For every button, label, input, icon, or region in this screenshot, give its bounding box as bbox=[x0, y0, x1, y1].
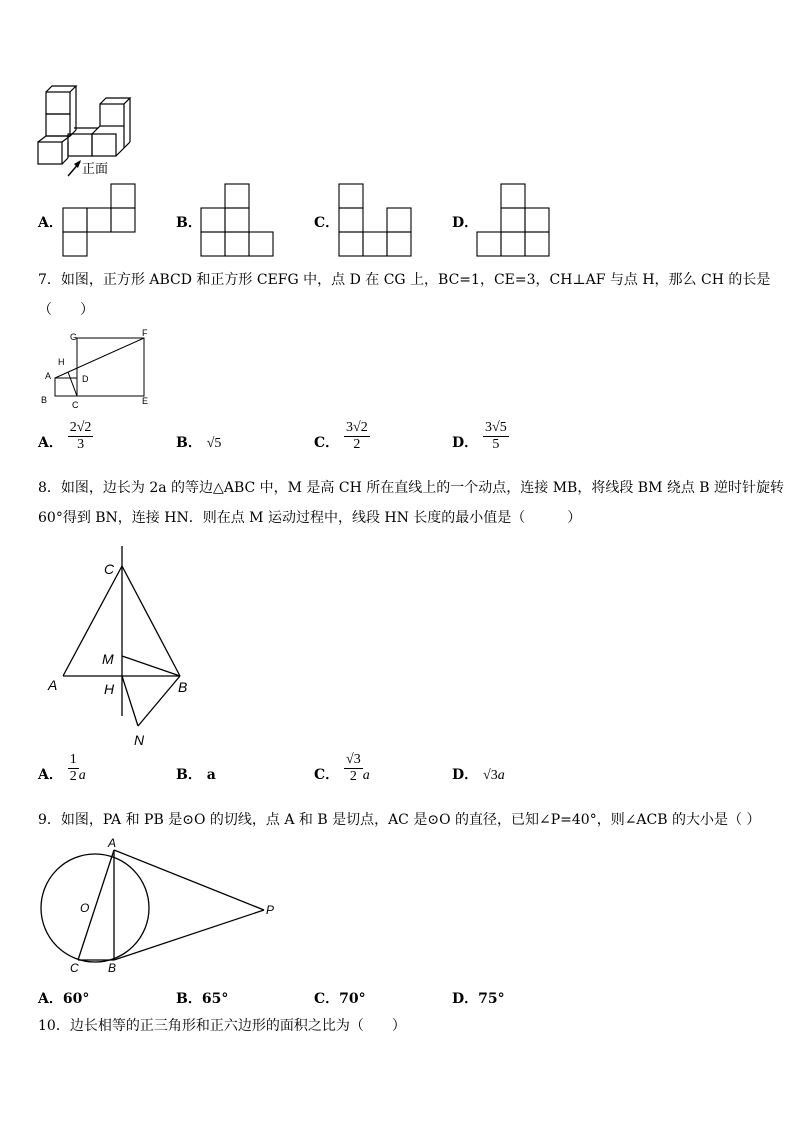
q8-label-b: B bbox=[178, 679, 188, 695]
q8-label-n: N bbox=[134, 732, 145, 748]
q8-option-c bbox=[314, 751, 370, 785]
q7-label-d: D bbox=[82, 374, 89, 384]
q8-option-c-suffix: a bbox=[362, 768, 370, 783]
q8-option-d-value: √3 bbox=[483, 768, 498, 783]
q8-option-c-den: 2 bbox=[349, 768, 357, 784]
q8-option-d-label: D． bbox=[452, 767, 479, 783]
q7-label-h: H bbox=[58, 357, 65, 367]
q7-label-e: E bbox=[142, 396, 149, 406]
q7-option-c bbox=[314, 419, 370, 453]
q7-label-b: B bbox=[41, 395, 48, 405]
q6-option-c-grid bbox=[338, 183, 416, 261]
q7-label-c: C bbox=[72, 400, 79, 410]
q9-option-a-value: 60° bbox=[62, 991, 90, 1007]
q8-label-a: A bbox=[48, 677, 58, 693]
q8-option-b-value: a bbox=[206, 767, 216, 783]
q8-option-a-den: 2 bbox=[69, 768, 77, 784]
q6-option-a-label: A． bbox=[38, 215, 63, 231]
q9-option-b-value: 65° bbox=[201, 991, 229, 1007]
q7-label-g: G bbox=[70, 332, 78, 342]
q9-option-c-value: 70° bbox=[339, 991, 366, 1007]
q9-text-line1: 9．如图，PA 和 PB 是⊙O 的切线，点 A 和 B 是切点，AC 是⊙O 的直径，已知∠P=40°，则∠ACB 的大小是（ ） bbox=[38, 812, 761, 828]
q7-option-c-den: 2 bbox=[353, 436, 361, 452]
q8-option-a-label: A． bbox=[38, 767, 63, 783]
q7-option-a-den: 3 bbox=[77, 436, 85, 452]
q7-option-d bbox=[452, 419, 509, 453]
q8-option-d bbox=[452, 764, 505, 784]
q7-text-line2: （ ） bbox=[38, 302, 94, 318]
q7-figure bbox=[36, 326, 160, 410]
q7-option-a-num: 2√2 bbox=[69, 419, 92, 435]
q9-label-b: B bbox=[108, 961, 117, 975]
q9-figure bbox=[34, 834, 284, 976]
q7-text-line1: 7．如图，正方形 ABCD 和正方形 CEFG 中，点 D 在 CG 上，BC=1，CE=3，CH⊥AF 与点 H，那么 CH 的长是 bbox=[38, 272, 771, 288]
q6-option-c-label: C． bbox=[314, 215, 340, 231]
q8-label-h: H bbox=[104, 681, 115, 697]
q9-label-o: O bbox=[80, 901, 90, 915]
q7-option-a bbox=[38, 419, 93, 453]
q9-option-a-label: A． bbox=[38, 991, 63, 1007]
q8-option-b bbox=[176, 764, 216, 784]
q8-option-a-num: 1 bbox=[69, 751, 77, 767]
q9-option-d-label: D． bbox=[452, 991, 479, 1007]
q8-text-line2: 60°得到 BN，连接 HN．则在点 M 运动过程中，线段 HN 长度的最小值是（ ） bbox=[38, 510, 582, 526]
q7-option-b bbox=[176, 432, 221, 452]
q8-option-a-suffix: a bbox=[78, 768, 86, 783]
q8-text-line1: 8．如图，边长为 2a 的等边△ABC 中，M 是高 CH 所在直线上的一个动点，连接 MB，将线段 BM 绕点 B 逆时针旋转 bbox=[38, 480, 785, 496]
q9-label-c: C bbox=[70, 961, 79, 975]
q6-option-d-grid bbox=[476, 183, 554, 261]
q9-option-b bbox=[176, 988, 228, 1008]
q9-option-d bbox=[452, 988, 505, 1008]
q8-option-c-num: √3 bbox=[346, 751, 361, 767]
q7-option-d-den: 5 bbox=[492, 436, 500, 452]
q6-option-b-label: B． bbox=[176, 215, 202, 231]
q8-figure bbox=[40, 542, 210, 764]
q7-option-d-label: D． bbox=[452, 435, 479, 451]
q9-label-a: A bbox=[108, 836, 117, 850]
q7-option-c-num: 3√2 bbox=[346, 419, 368, 435]
q6-option-a-grid bbox=[62, 183, 140, 261]
front-label: 正面 bbox=[82, 162, 109, 177]
q9-option-c bbox=[314, 988, 366, 1008]
q8-option-c-label: C． bbox=[314, 767, 340, 783]
q8-label-c: C bbox=[104, 561, 115, 577]
q9-option-d-value: 75° bbox=[478, 991, 505, 1007]
q8-option-b-label: B． bbox=[176, 767, 202, 783]
q10-text-line1: 10．边长相等的正三角形和正六边形的面积之比为（ ） bbox=[38, 1018, 406, 1034]
q9-option-c-label: C． bbox=[314, 991, 340, 1007]
q7-option-b-value: √5 bbox=[206, 436, 222, 451]
q7-label-a: A bbox=[45, 371, 52, 381]
q8-option-d-suffix: a bbox=[497, 768, 505, 783]
q7-option-d-num: 3√5 bbox=[485, 419, 507, 435]
q7-label-f: F bbox=[142, 328, 148, 338]
q7-option-a-label: A． bbox=[38, 435, 63, 451]
q8-option-a bbox=[38, 751, 86, 785]
q9-option-b-label: B． bbox=[176, 991, 202, 1007]
q6-option-d-label: D． bbox=[452, 215, 479, 231]
q7-option-c-label: C． bbox=[314, 435, 340, 451]
q6-option-b-grid bbox=[200, 183, 278, 261]
q9-option-a bbox=[38, 988, 89, 1008]
q9-label-p: P bbox=[266, 903, 275, 917]
q7-option-b-label: B． bbox=[176, 435, 202, 451]
q8-label-m: M bbox=[102, 651, 114, 667]
